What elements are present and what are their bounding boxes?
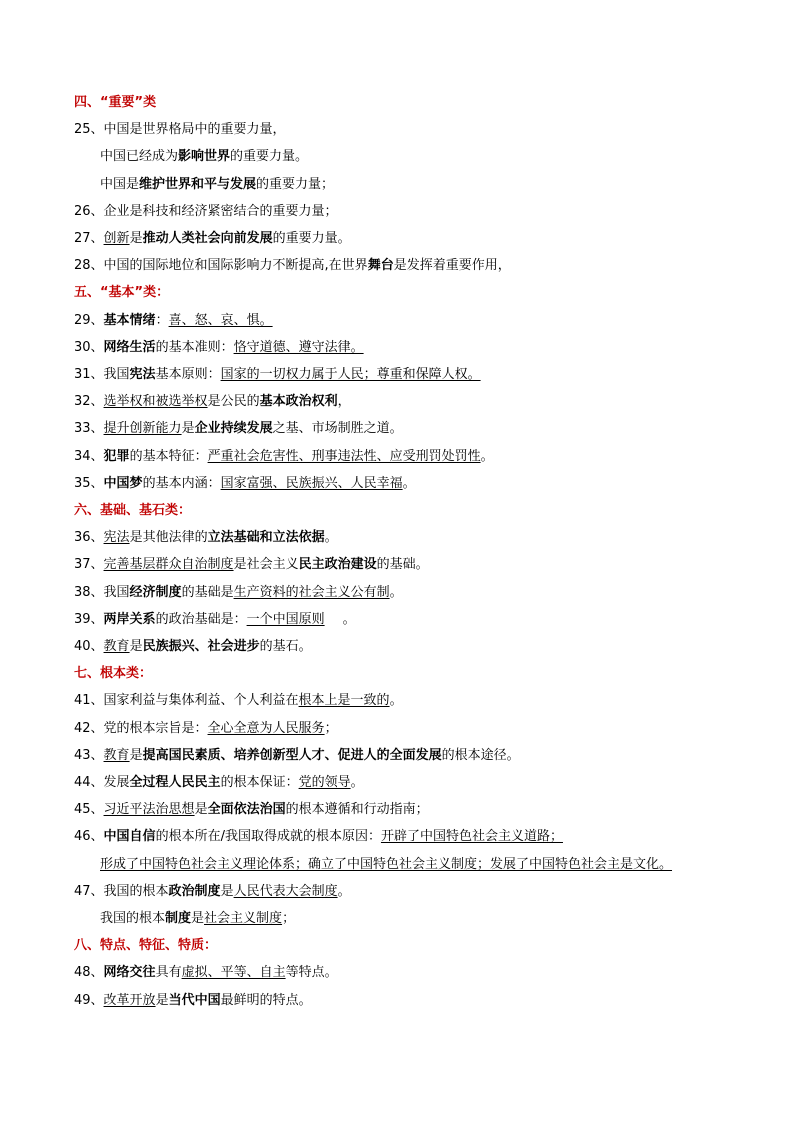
list-item (74, 828, 563, 846)
text-segment: 等特点。 (285, 965, 338, 981)
list-item (74, 529, 338, 547)
list-item (74, 692, 403, 710)
list-item (74, 584, 403, 602)
text-segment: 六、基础、基石类： (74, 503, 192, 518)
text-segment: 36、 (74, 530, 104, 546)
bold-phrase: 两岸关系 (103, 611, 156, 627)
section-heading (74, 937, 217, 955)
text-segment: 。 (337, 883, 351, 899)
underlined-phrase: 国家富强、民族振兴、人民幸福 (220, 475, 403, 491)
text-segment: 34、 (74, 448, 104, 464)
text-segment: 五、“基本”类： (74, 285, 170, 301)
text-segment: 是 (129, 747, 143, 763)
text-segment: 的基本特征： (129, 448, 208, 464)
underlined-phrase: 社会主义制度 (204, 911, 283, 926)
text-segment: 。 (324, 530, 338, 546)
text-segment: 是其他法律的 (129, 530, 208, 546)
text-segment: 我国的根本 (100, 911, 166, 926)
underlined-phrase: 一个中国原则 (246, 611, 325, 627)
list-item (74, 801, 429, 819)
list-item (74, 556, 429, 574)
list-item (100, 148, 308, 166)
text-segment: 。 (342, 611, 356, 627)
underlined-phrase: 宪法 (103, 530, 130, 546)
text-segment: 43、 (74, 747, 104, 763)
list-item (74, 964, 338, 982)
section-heading (74, 94, 156, 112)
text-segment: 49、 (74, 992, 104, 1008)
bold-phrase: 网络交往 (103, 965, 156, 981)
list-item (74, 475, 416, 493)
text-segment: 的根本途径。 (441, 747, 520, 763)
list-item (74, 638, 312, 656)
text-segment: 的重要力量； (256, 176, 335, 192)
underlined-phrase: 根本上是一致的 (298, 693, 390, 709)
text-segment: 之基、市场制胜之道。 (272, 421, 403, 437)
underlined-phrase: 人民代表大会制度 (233, 883, 338, 899)
text-segment: 41、国家利益与集体利益、个人利益在 (74, 693, 299, 709)
underlined-phrase: 形成了中国特色社会主义理论体系；确立了中国特色社会主义制度；发展了中国特色社会主是文化。 (100, 856, 673, 872)
text-segment: 的基石。 (259, 639, 312, 654)
text-segment: 是公民的 (207, 394, 260, 410)
underlined-phrase: 国家的一切权力属于人民；尊重和保障人权。 (220, 367, 481, 382)
bold-phrase: 当代中国 (168, 992, 221, 1008)
list-item (74, 366, 481, 384)
text-segment: 40、 (74, 639, 104, 654)
text-segment: 的根本保证： (220, 775, 299, 790)
text-segment: 基本原则： (155, 367, 221, 382)
bold-phrase: 中国自信 (103, 829, 156, 845)
text-segment: 39、 (74, 611, 104, 627)
bold-phrase: 民主政治建设 (298, 557, 377, 573)
text-segment: 四、“重要”类 (74, 95, 157, 110)
bold-phrase: 立法基础和立法依据 (207, 530, 325, 546)
text-segment: 29、 (74, 312, 104, 328)
text-segment: 27、 (74, 231, 104, 246)
text-segment: ： (155, 312, 169, 328)
list-item (74, 420, 403, 438)
list-item (74, 312, 273, 330)
underlined-phrase: 党的领导 (298, 775, 351, 790)
list-item (74, 203, 338, 221)
section-heading (74, 665, 152, 683)
bold-phrase: 企业持续发展 (194, 421, 273, 437)
text-segment: 是 (191, 911, 205, 926)
text-segment: 26、企业是科技和经济紧密结合的重要力量； (74, 203, 338, 219)
text-segment: 47、我国的根本 (74, 883, 169, 899)
bold-phrase: 政治制度 (168, 883, 221, 899)
list-item (74, 393, 351, 411)
text-segment: 的基础是 (181, 584, 234, 600)
bold-phrase: 提高国民素质、培养创新型人才、促进人的全面发展 (142, 747, 442, 763)
bold-phrase: 维护世界和平与发展 (139, 176, 257, 192)
bold-phrase: 宪法 (129, 367, 156, 382)
underlined-phrase: 严重社会危害性、刑事违法性、应受刑罚处罚性 (207, 448, 481, 464)
text-segment: 38、我国 (74, 584, 130, 600)
list-item (74, 448, 494, 466)
list-item (74, 230, 351, 248)
list-item (74, 774, 364, 792)
bold-phrase: 基本政治权利 (259, 394, 338, 410)
bold-phrase: 民族振兴、社会进步 (142, 639, 260, 654)
bold-phrase: 推动人类社会向前发展 (142, 231, 273, 246)
underlined-phrase: 虚拟、平等、自主 (181, 965, 286, 981)
text-segment: 八、特点、特征、特质： (74, 938, 218, 954)
list-item (74, 720, 338, 738)
underlined-phrase: 习近平法治思想 (103, 802, 195, 818)
list-item (74, 883, 351, 901)
text-segment: 是 (129, 231, 143, 246)
list-item (74, 747, 520, 765)
list-item (74, 257, 511, 275)
list-item (100, 856, 672, 874)
underlined-phrase: 喜、怒、哀、惧。 (168, 312, 273, 328)
text-segment: 是社会主义 (233, 557, 299, 573)
bold-phrase: 犯罪 (103, 448, 130, 464)
text-segment: 37、 (74, 557, 104, 573)
text-segment: 32、 (74, 394, 104, 410)
text-segment: 中国是 (100, 176, 140, 192)
underlined-phrase: 恪守道德、遵守法律。 (233, 339, 364, 355)
text-segment: 的基本内涵： (142, 475, 221, 491)
text-segment: 。 (389, 693, 403, 709)
text-segment: 30、 (74, 339, 104, 355)
text-segment: ； (324, 720, 338, 736)
bold-phrase: 基本情绪 (103, 312, 156, 328)
text-segment: 31、我国 (74, 367, 130, 382)
underlined-phrase: 教育 (103, 639, 130, 654)
underlined-phrase: 生产资料的社会主义公有制 (233, 584, 390, 600)
bold-phrase: 经济制度 (129, 584, 182, 600)
text-segment: 。 (389, 584, 403, 600)
text-segment: 的政治基础是： (155, 611, 247, 627)
bold-phrase: 舞台 (367, 258, 394, 274)
text-segment: 最鲜明的特点。 (220, 992, 312, 1008)
list-item (100, 910, 295, 928)
text-segment: 46、 (74, 829, 104, 845)
underlined-phrase: 提升创新能力 (103, 421, 182, 437)
text-segment: 。 (402, 475, 416, 491)
text-segment: 是发挥着重要作用， (393, 258, 511, 274)
text-segment: 的根本所在/我国取得成就的根本原因： (155, 829, 381, 845)
bold-phrase: 全面依法治国 (207, 802, 286, 818)
underlined-phrase: 创新 (103, 231, 130, 246)
text-segment: 25、中国是世界格局中的重要力量， (74, 122, 286, 138)
text-segment: 42、党的根本宗旨是： (74, 720, 208, 736)
text-segment: 33、 (74, 421, 104, 437)
text-segment: 的根本遵循和行动指南； (285, 802, 429, 818)
underlined-phrase: 教育 (103, 747, 130, 763)
list-item (74, 611, 356, 629)
text-segment: 48、 (74, 965, 104, 981)
bold-phrase: 全过程人民民主 (129, 775, 221, 790)
underlined-phrase: 完善基层群众自治制度 (103, 557, 234, 573)
text-segment: 七、根本类： (74, 666, 153, 682)
text-segment: 是 (194, 802, 208, 818)
text-segment: 是 (181, 421, 195, 437)
text-segment: 是 (155, 992, 169, 1008)
text-segment: ， (337, 394, 351, 410)
section-heading (74, 502, 191, 520)
bold-phrase: 网络生活 (103, 339, 156, 355)
text-segment: 的重要力量。 (272, 231, 351, 246)
bold-phrase: 影响世界 (178, 149, 231, 165)
text-segment: 的基础。 (376, 557, 429, 573)
text-segment: 具有 (155, 965, 182, 981)
text-segment: 28、中国的国际地位和国际影响力不断提高,在世界 (74, 258, 368, 274)
text-segment: 是 (220, 883, 234, 899)
text-segment: 44、发展 (74, 775, 130, 790)
list-item (74, 339, 364, 357)
text-segment: 的重要力量。 (230, 149, 309, 165)
bold-phrase: 制度 (165, 911, 192, 926)
text-segment: 35、 (74, 475, 104, 491)
text-segment: 中国已经成为 (100, 149, 179, 165)
underlined-phrase: 开辟了中国特色社会主义道路； (380, 829, 563, 845)
list-item (100, 176, 334, 194)
list-item (74, 121, 286, 139)
text-segment: 。 (480, 448, 494, 464)
text-segment: 的基本准则： (155, 339, 234, 355)
underlined-phrase: 全心全意为人民服务 (207, 720, 325, 736)
section-heading (74, 284, 169, 302)
bold-phrase: 中国梦 (103, 475, 143, 491)
text-segment: 是 (129, 639, 143, 654)
text-segment: 45、 (74, 802, 104, 818)
underlined-phrase: 改革开放 (103, 992, 156, 1008)
text-segment: 。 (350, 775, 364, 790)
list-item (74, 992, 312, 1010)
underlined-phrase: 选举权和被选举权 (103, 394, 208, 410)
text-segment: ； (282, 911, 296, 926)
